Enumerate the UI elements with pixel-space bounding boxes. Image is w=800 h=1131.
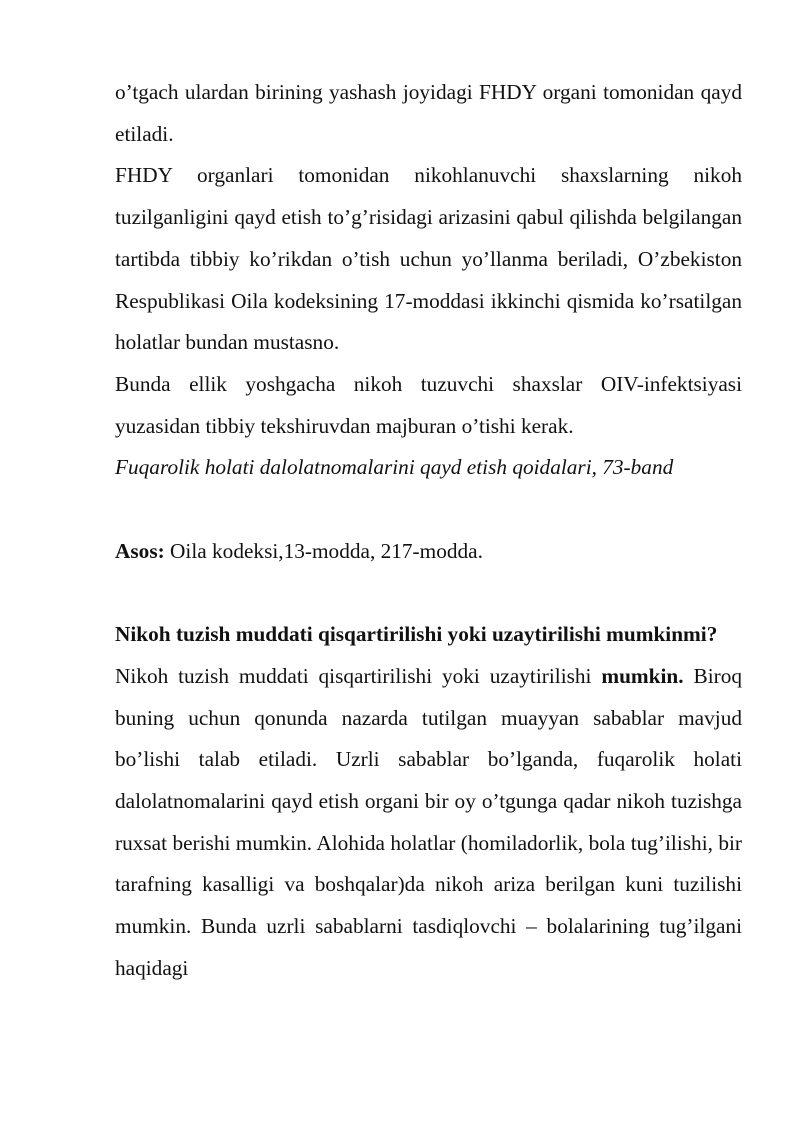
answer-start: Nikoh tuzish muddati qisqartirilishi yoki uzaytirilishi [115, 663, 602, 688]
answer-rest: Biroq buning uchun qonunda nazarda tutilgan muayyan sabablar mavjud bo’lishi talab etiladi. Uzrli sabablar bo’lganda, fuqarolik holati dalolatnomalarini qayd etish organi bir oy o’tgunga qadar nikoh tuzishga ruxsat berishi mumkin. Alohida holatlar (homiladorlik, bola tug’ilishi, bir tarafning kasalligi va boshqalar)da nikoh ariza berilgan kuni tuzilishi mumkin. Bunda uzrli sabablarni tasdiqlovchi – bolalarining tug’ilgani haqidagi [115, 663, 742, 980]
spacer [115, 572, 742, 614]
source-reference: Fuqarolik holati dalolatnomalarini qayd etish qoidalari, 73-band [115, 455, 674, 480]
basis-text: Oila kodeksi,13-modda, 217-modda. [164, 538, 483, 563]
answer-paragraph [115, 656, 742, 990]
basis-label: Asos: [115, 538, 165, 563]
question-heading: Nikoh tuzish muddati qisqartirilishi yoki uzaytirilishi mumkinmi? [115, 622, 718, 647]
answer-bold: mumkin. [601, 663, 684, 688]
paragraph-continuation: o’tgach ulardan birining yashash joyidagi FHDY organi tomonidan qayd etiladi. [115, 80, 742, 146]
paragraph-hiv-check: Bunda ellik yoshgacha nikoh tuzuvchi shaxslar OIV-infektsiyasi yuzasidan tibbiy tekshiruvdan majburan o’tishi kerak. [115, 371, 742, 438]
paragraph-medical-referral: FHDY organlari tomonidan nikohlanuvchi shaxslarning nikoh tuzilganligini qayd etish to’g’risidagi arizasini qabul qilishda belgilangan tartibda tibbiy ko’rikdan o’tish uchun yo’llanma beriladi, O’zbekiston Respublikasi Oila kodeksining 17-moddasi ikkinchi qismida ko’rsatilgan holatlar bundan mustasno. [115, 163, 742, 355]
document-page [115, 72, 742, 989]
spacer [115, 489, 742, 531]
basis-line [115, 531, 742, 573]
